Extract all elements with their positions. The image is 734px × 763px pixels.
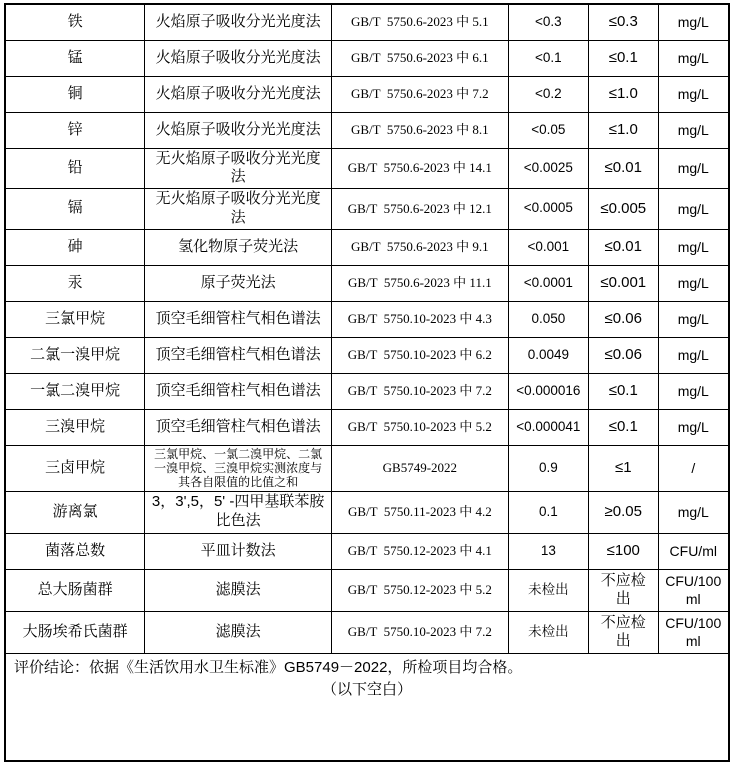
cell-limit-value: ≤0.3 xyxy=(589,4,659,40)
cell-standard-reference: GB/T 5750.11-2023 中 4.2 xyxy=(332,491,509,533)
cell-standard-reference: GB/T 5750.6-2023 中 7.2 xyxy=(332,76,509,112)
cell-test-method: 无火焰原子吸收分光光度法 xyxy=(145,148,332,189)
cell-item-name: 三氯甲烷 xyxy=(5,301,145,337)
cell-test-method: 顶空毛细管柱气相色谱法 xyxy=(145,409,332,445)
cell-item-name: 大肠埃希氏菌群 xyxy=(5,611,145,653)
conclusion-cell xyxy=(5,653,729,761)
cell-item-name: 二氯一溴甲烷 xyxy=(5,337,145,373)
conclusion-row xyxy=(5,653,729,761)
cell-test-method: 火焰原子吸收分光光度法 xyxy=(145,76,332,112)
table-row xyxy=(5,76,729,112)
cell-standard-reference: GB/T 5750.12-2023 中 5.2 xyxy=(332,569,509,611)
cell-result-value: <0.0001 xyxy=(508,265,588,301)
cell-result-value: 未检出 xyxy=(508,569,588,611)
cell-item-name: 铅 xyxy=(5,148,145,189)
cell-result-value: 0.9 xyxy=(508,445,588,491)
cell-limit-value: ≤1.0 xyxy=(589,112,659,148)
cell-item-name: 铁 xyxy=(5,4,145,40)
cell-limit-value: ≤0.005 xyxy=(589,189,659,230)
cell-test-method: 平皿计数法 xyxy=(145,533,332,569)
cell-item-name: 汞 xyxy=(5,265,145,301)
cell-test-method: 火焰原子吸收分光光度法 xyxy=(145,112,332,148)
cell-result-value: <0.000016 xyxy=(508,373,588,409)
cell-item-name: 锌 xyxy=(5,112,145,148)
cell-unit: CFU/100 ml xyxy=(658,611,729,653)
cell-result-value: <0.05 xyxy=(508,112,588,148)
cell-standard-reference: GB/T 5750.12-2023 中 4.1 xyxy=(332,533,509,569)
cell-standard-reference: GB/T 5750.10-2023 中 7.2 xyxy=(332,611,509,653)
table-row xyxy=(5,445,729,491)
cell-standard-reference: GB/T 5750.6-2023 中 9.1 xyxy=(332,229,509,265)
cell-standard-reference: GB/T 5750.10-2023 中 6.2 xyxy=(332,337,509,373)
cell-result-value: 未检出 xyxy=(508,611,588,653)
cell-test-method: 氢化物原子荧光法 xyxy=(145,229,332,265)
cell-limit-value: ≤1.0 xyxy=(589,76,659,112)
cell-test-method: 滤膜法 xyxy=(145,611,332,653)
table-row xyxy=(5,337,729,373)
cell-result-value: 13 xyxy=(508,533,588,569)
cell-limit-value: ≤100 xyxy=(589,533,659,569)
cell-limit-value: ≤0.01 xyxy=(589,148,659,189)
table-row xyxy=(5,148,729,189)
table-row xyxy=(5,265,729,301)
cell-unit: / xyxy=(658,445,729,491)
cell-item-name: 总大肠菌群 xyxy=(5,569,145,611)
cell-unit: mg/L xyxy=(658,409,729,445)
cell-unit: mg/L xyxy=(658,337,729,373)
cell-result-value: <0.0025 xyxy=(508,148,588,189)
test-results-table xyxy=(4,3,730,762)
cell-test-method: 原子荧光法 xyxy=(145,265,332,301)
table-row xyxy=(5,569,729,611)
cell-unit: CFU/ml xyxy=(658,533,729,569)
cell-standard-reference: GB/T 5750.10-2023 中 4.3 xyxy=(332,301,509,337)
cell-limit-value: 不应检出 xyxy=(589,569,659,611)
cell-test-method: 三氯甲烷、一氯二溴甲烷、二氯一溴甲烷、三溴甲烷实测浓度与其各自限值的比值之和 xyxy=(145,445,332,491)
cell-result-value: 0.050 xyxy=(508,301,588,337)
cell-limit-value: ≤0.01 xyxy=(589,229,659,265)
results-table-body xyxy=(5,4,729,653)
cell-unit: mg/L xyxy=(658,373,729,409)
cell-test-method: 火焰原子吸收分光光度法 xyxy=(145,40,332,76)
cell-limit-value: ≤0.06 xyxy=(589,337,659,373)
cell-result-value: <0.001 xyxy=(508,229,588,265)
cell-unit: mg/L xyxy=(658,301,729,337)
cell-test-method: 顶空毛细管柱气相色谱法 xyxy=(145,337,332,373)
cell-limit-value: ≤0.1 xyxy=(589,40,659,76)
cell-item-name: 铜 xyxy=(5,76,145,112)
cell-standard-reference: GB/T 5750.10-2023 中 5.2 xyxy=(332,409,509,445)
cell-result-value: <0.1 xyxy=(508,40,588,76)
cell-unit: mg/L xyxy=(658,76,729,112)
cell-unit: CFU/100 ml xyxy=(658,569,729,611)
cell-test-method: 3，3',5，5' -四甲基联苯胺比色法 xyxy=(145,491,332,533)
cell-unit: mg/L xyxy=(658,491,729,533)
cell-unit: mg/L xyxy=(658,40,729,76)
cell-item-name: 锰 xyxy=(5,40,145,76)
cell-standard-reference: GB/T 5750.6-2023 中 5.1 xyxy=(332,4,509,40)
cell-item-name: 游离氯 xyxy=(5,491,145,533)
cell-limit-value: ≥0.05 xyxy=(589,491,659,533)
cell-result-value: <0.0005 xyxy=(508,189,588,230)
cell-unit: mg/L xyxy=(658,112,729,148)
table-row xyxy=(5,40,729,76)
cell-item-name: 一氯二溴甲烷 xyxy=(5,373,145,409)
cell-item-name: 三溴甲烷 xyxy=(5,409,145,445)
cell-result-value: 0.0049 xyxy=(508,337,588,373)
cell-standard-reference: GB/T 5750.10-2023 中 7.2 xyxy=(332,373,509,409)
cell-limit-value: ≤0.1 xyxy=(589,373,659,409)
cell-limit-value: ≤0.001 xyxy=(589,265,659,301)
table-row xyxy=(5,301,729,337)
cell-limit-value: ≤0.06 xyxy=(589,301,659,337)
cell-unit: mg/L xyxy=(658,229,729,265)
blank-below-note: （以下空白） xyxy=(321,681,412,699)
cell-test-method: 火焰原子吸收分光光度法 xyxy=(145,4,332,40)
table-row xyxy=(5,611,729,653)
table-row xyxy=(5,189,729,230)
table-row xyxy=(5,409,729,445)
cell-result-value: <0.3 xyxy=(508,4,588,40)
cell-unit: mg/L xyxy=(658,148,729,189)
cell-test-method: 无火焰原子吸收分光光度法 xyxy=(145,189,332,230)
cell-standard-reference: GB5749-2022 xyxy=(332,445,509,491)
table-row xyxy=(5,533,729,569)
cell-item-name: 镉 xyxy=(5,189,145,230)
cell-standard-reference: GB/T 5750.6-2023 中 8.1 xyxy=(332,112,509,148)
cell-result-value: <0.000041 xyxy=(508,409,588,445)
cell-result-value: <0.2 xyxy=(508,76,588,112)
cell-item-name: 菌落总数 xyxy=(5,533,145,569)
cell-limit-value: 不应检出 xyxy=(589,611,659,653)
cell-item-name: 砷 xyxy=(5,229,145,265)
cell-test-method: 顶空毛细管柱气相色谱法 xyxy=(145,301,332,337)
cell-result-value: 0.1 xyxy=(508,491,588,533)
table-row xyxy=(5,112,729,148)
cell-unit: mg/L xyxy=(658,265,729,301)
cell-limit-value: ≤1 xyxy=(589,445,659,491)
table-row xyxy=(5,491,729,533)
cell-test-method: 滤膜法 xyxy=(145,569,332,611)
table-row xyxy=(5,229,729,265)
conclusion-section xyxy=(5,653,729,761)
table-row xyxy=(5,373,729,409)
cell-standard-reference: GB/T 5750.6-2023 中 6.1 xyxy=(332,40,509,76)
table-row xyxy=(5,4,729,40)
cell-item-name: 三卤甲烷 xyxy=(5,445,145,491)
cell-unit: mg/L xyxy=(658,189,729,230)
cell-standard-reference: GB/T 5750.6-2023 中 11.1 xyxy=(332,265,509,301)
cell-unit: mg/L xyxy=(658,4,729,40)
cell-limit-value: ≤0.1 xyxy=(589,409,659,445)
cell-standard-reference: GB/T 5750.6-2023 中 14.1 xyxy=(332,148,509,189)
cell-test-method: 顶空毛细管柱气相色谱法 xyxy=(145,373,332,409)
cell-standard-reference: GB/T 5750.6-2023 中 12.1 xyxy=(332,189,509,230)
conclusion-text: 评价结论：依据《生活饮用水卫生标准》GB5749－2022，所检项目均合格。 xyxy=(14,658,523,676)
